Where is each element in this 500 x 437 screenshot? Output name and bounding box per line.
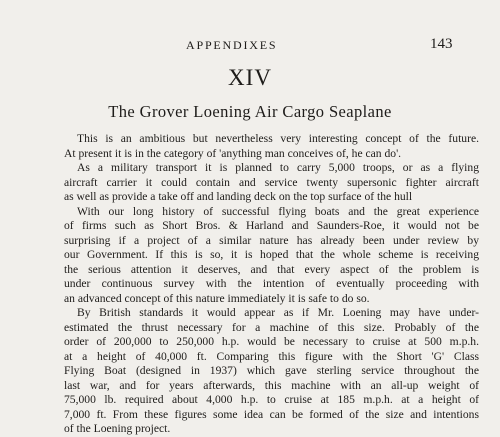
paragraph-line: With our long history of successful flying boats and the great experience bbox=[77, 204, 479, 218]
paragraph-line: of firms such as Short Bros. & Harland and Saunders-Roe, it would not be bbox=[64, 219, 479, 232]
paragraph-line: of the Loening project. bbox=[64, 422, 171, 435]
paragraph-line: This is an ambitious but nevertheless very interesting concept of the future. bbox=[77, 132, 479, 145]
paragraph-line: at a height of 40,000 ft. Comparing this figure with the Short 'G' Class bbox=[64, 349, 479, 363]
paragraph-line: At present it is in the category of 'anything man conceives of, he can do'. bbox=[64, 146, 402, 160]
paragraph-line: last war, and for years afterwards, this machine with an all-up weight of bbox=[64, 378, 479, 392]
chapter-title: The Grover Loening Air Cargo Seaplane bbox=[108, 102, 392, 121]
page-number: 143 bbox=[430, 36, 453, 52]
chapter-number: XIV bbox=[228, 65, 272, 90]
paragraph-line: under continuous survey with the intention of eventually proceeding with bbox=[64, 277, 479, 290]
body-text bbox=[64, 132, 479, 437]
paragraph-line: an advanced concept of this nature immediately it is safe to do so. bbox=[64, 291, 370, 305]
paragraph-line: surprising if a project of a similar nature has already been under review by bbox=[64, 233, 479, 247]
running-head-title: APPENDIXES bbox=[186, 38, 278, 52]
paragraph-line: order of 200,000 to 250,000 h.p. would be necessary to cruise at 500 m.p.h. bbox=[64, 335, 479, 348]
paragraph-line: estimated the thrust necessary for a machine of this size. Probably of the bbox=[64, 320, 479, 334]
paragraph-line: 75,000 lb. required about 4,000 h.p. to cruise at 185 m.p.h. at a height of bbox=[64, 393, 479, 406]
paragraph-line: our Government. If this is so, it is hoped that the whole scheme is receiving bbox=[64, 248, 479, 261]
paragraph-line: Flying Boat (designed in 1937) which gave sterling service throughout the bbox=[64, 364, 479, 377]
paragraph-line: as well as provide a take off and landing deck on the top surface of the hull bbox=[64, 190, 413, 203]
paragraph-line: By British standards it would appear as if Mr. Loening may have under- bbox=[77, 306, 479, 319]
paragraph-line: aircraft carrier it could contain and service twenty supersonic fighter aircraft bbox=[64, 175, 479, 189]
paragraph-line: As a military transport it is planned to carry 5,000 troops, or as a flying bbox=[77, 161, 479, 174]
paragraph-line: 7,000 ft. From these figures some idea can be formed of the size and intentions bbox=[64, 407, 479, 421]
paragraph-line: the serious attention it deserves, and that every aspect of the problem is bbox=[64, 262, 479, 276]
